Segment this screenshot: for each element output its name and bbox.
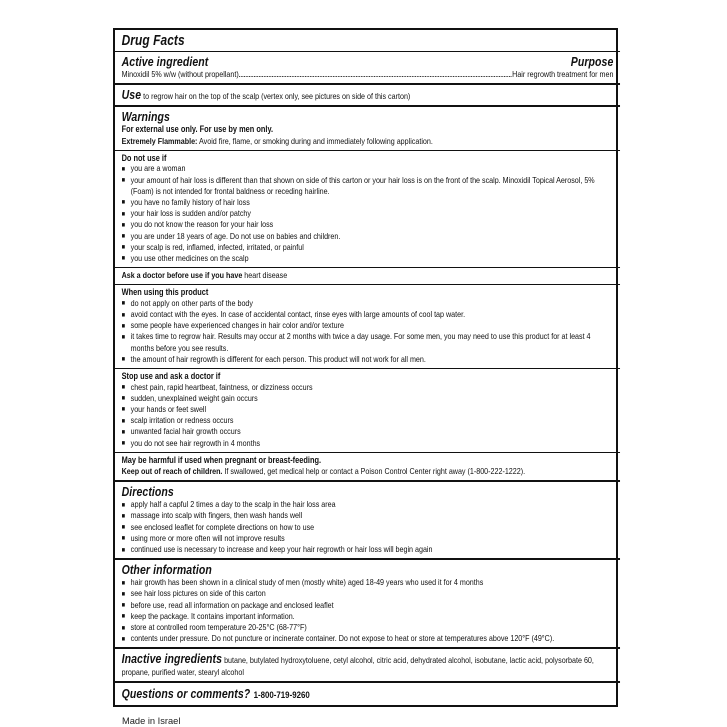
drug-facts-panel	[113, 28, 618, 726]
bullet-square-icon: ■	[121, 602, 126, 610]
bullet-square-icon: ■	[121, 199, 126, 207]
other-information-list	[122, 577, 614, 644]
list-item: ■ before use, read all information on package and enclosed leaflet	[121, 599, 334, 610]
warnings-section	[115, 105, 620, 480]
bullet-square-icon: ■	[121, 590, 126, 598]
bullet-square-icon: ■	[121, 322, 126, 330]
bullet-square-icon: ■	[121, 300, 126, 308]
list-item: ■ contents under pressure. Do not puncture or incinerate container. Do not expose to heat or store at temperatures above 120°F (49°C).	[121, 633, 555, 644]
list-item: ■ do not apply on other parts of the body	[121, 297, 253, 308]
inactive-ingredients-text: Inactive ingredients butane, butylated hydroxytoluene, cetyl alcohol, citric acid, dehydrated alcohol, isobutane, lactic acid, polysorbate 60, propane, purified water, stearyl alcohol	[121, 651, 594, 677]
list-item: ■ you are a woman	[121, 163, 186, 174]
stop-use-heading: Stop use and ask a doctor if	[121, 371, 221, 382]
list-item: ■ some people have experienced changes in hair color and/or texture	[121, 320, 344, 331]
list-item: ■ you use other medicines on the scalp	[121, 252, 249, 263]
list-item: ■ the amount of hair regrowth is different for each person. This product will not work for all men.	[121, 353, 426, 364]
list-item: ■ unwanted facial hair growth occurs	[121, 426, 241, 437]
list-item: ■ you have no family history of hair loss	[121, 196, 250, 207]
list-item: ■ scalp irritation or redness occurs	[121, 415, 234, 426]
do-not-use-list	[122, 163, 614, 264]
list-item: ■ your hands or feet swell	[121, 403, 207, 414]
bullet-square-icon: ■	[121, 384, 126, 392]
bullet-square-icon: ■	[121, 210, 126, 218]
list-item: ■ hair growth has been shown in a clinical study of men (mostly white) aged 18-49 years who used it for 4 months	[121, 577, 484, 588]
bullet-square-icon: ■	[121, 333, 126, 341]
bullet-square-icon: ■	[121, 406, 126, 414]
bullet-square-icon: ■	[121, 395, 126, 403]
bullet-square-icon: ■	[121, 255, 126, 263]
bullet-square-icon: ■	[121, 440, 126, 448]
ask-doctor-subsection	[115, 267, 620, 284]
bullet-square-icon: ■	[121, 417, 126, 425]
questions-section	[115, 681, 620, 705]
bullet-square-icon: ■	[121, 501, 126, 509]
inactive-ingredients-heading: Inactive ingredients	[121, 651, 223, 667]
questions-heading: Questions or comments?	[121, 685, 251, 701]
list-item: ■ continued use is necessary to increase and keep your hair regrowth or hair loss will begin again	[121, 544, 433, 554]
flammable-text: Extremely Flammable: Avoid fire, flame, or smoking during and immediately following application.	[121, 135, 433, 146]
list-item: ■ see enclosed leaflet for complete directions on how to use	[121, 521, 315, 532]
purpose-value: Hair regrowth treatment for men	[512, 69, 614, 79]
do-not-use-heading: Do not use if	[121, 152, 167, 163]
bullet-square-icon: ■	[121, 356, 126, 364]
external-use-text: For external use only. For use by men only.	[121, 124, 274, 135]
list-item: ■ store at controlled room temperature 20-25°C (68-77°F)	[121, 622, 307, 633]
bullet-square-icon: ■	[121, 579, 126, 587]
drug-facts-box	[113, 28, 618, 707]
active-ingredient-heading: Active ingredient	[121, 54, 209, 69]
list-item: ■ it takes time to regrow hair. Results may occur at 2 months with twice a day usage. For some men, you may need to use this product for at least 4 months before you see results.	[121, 331, 591, 353]
list-item: ■ you are under 18 years of age. Do not use on babies and children.	[121, 230, 341, 241]
list-item: ■ sudden, unexplained weight gain occurs	[121, 392, 258, 403]
list-item: ■ you do not see hair regrowth in 4 months	[121, 437, 261, 448]
pregnancy-keep-out-subsection	[115, 452, 620, 480]
drug-facts-title: Drug Facts	[121, 33, 185, 49]
stop-use-list	[122, 382, 614, 449]
list-item: ■ your hair loss is sudden and/or patchy	[121, 208, 251, 219]
bullet-square-icon: ■	[121, 221, 126, 229]
bullet-square-icon: ■	[121, 177, 126, 185]
bullet-square-icon: ■	[121, 635, 126, 643]
ask-doctor-text: Ask a doctor before use if you have heart disease	[121, 270, 288, 281]
bullet-square-icon: ■	[121, 624, 126, 632]
other-information-heading: Other information	[121, 562, 212, 578]
questions-phone-number: 1-800-719-9260	[253, 689, 310, 701]
stop-use-subsection	[115, 368, 620, 452]
bullet-square-icon: ■	[121, 535, 126, 543]
active-ingredient-name: Minoxidil 5% w/w (without propellant)	[121, 69, 239, 79]
use-heading: Use	[121, 87, 142, 103]
list-item: ■ apply half a capful 2 times a day to the scalp in the hair loss area	[121, 499, 336, 510]
list-item: ■ keep the package. It contains important information.	[121, 610, 295, 621]
list-item: ■ using more or more often will not improve results	[121, 532, 285, 543]
other-information-section	[115, 558, 620, 647]
when-using-list	[122, 298, 614, 365]
list-item: ■ your scalp is red, inflamed, infected, irritated, or painful	[121, 241, 304, 252]
bullet-square-icon: ■	[121, 311, 126, 319]
warnings-heading: Warnings	[121, 109, 171, 125]
bullet-square-icon: ■	[121, 524, 126, 532]
inactive-ingredients-section	[115, 647, 620, 680]
bullet-square-icon: ■	[121, 233, 126, 241]
when-using-heading: When using this product	[121, 287, 209, 298]
bullet-square-icon: ■	[121, 613, 126, 621]
dotted-leader	[240, 76, 512, 77]
list-item: ■ chest pain, rapid heartbeat, faintness, or dizziness occurs	[121, 381, 313, 392]
bullet-square-icon: ■	[121, 428, 126, 436]
bullet-square-icon: ■	[121, 244, 126, 252]
do-not-use-subsection	[115, 150, 620, 267]
made-in-text: Made in Israel	[122, 715, 181, 726]
list-item: ■ massage into scalp with fingers, then wash hands well	[121, 510, 303, 521]
list-item: ■ avoid contact with the eyes. In case of accidental contact, rinse eyes with large amounts of cool tap water.	[121, 309, 466, 320]
use-text: to regrow hair on the top of the scalp (vertex only, see pictures on side of this carton)	[143, 91, 411, 102]
purpose-heading: Purpose	[570, 54, 614, 69]
bullet-square-icon: ■	[121, 546, 126, 554]
list-item: ■ see hair loss pictures on side of this carton	[121, 588, 266, 599]
list-item: ■ your amount of hair loss is different than that shown on side of this carton or your hair loss is on the front of the scalp. Minoxidil Topical Aerosol, 5% (Foam) is not intended for frontal baldness or receding hairline.	[121, 174, 595, 196]
directions-heading: Directions	[121, 484, 174, 500]
bullet-square-icon: ■	[121, 165, 126, 173]
active-ingredient-section	[115, 51, 620, 83]
bullet-square-icon: ■	[121, 512, 126, 520]
pregnancy-warning: May be harmful if used when pregnant or breast-feeding.	[121, 454, 322, 465]
keep-out-warning: Keep out of reach of children. If swallowed, get medical help or contact a Poison Control Center right away (1-800-222-1222).	[121, 465, 526, 476]
directions-list	[122, 499, 614, 555]
list-item: ■ you do not know the reason for your hair loss	[121, 219, 274, 230]
use-section	[115, 83, 620, 105]
when-using-subsection	[115, 284, 620, 368]
directions-section	[115, 480, 620, 558]
